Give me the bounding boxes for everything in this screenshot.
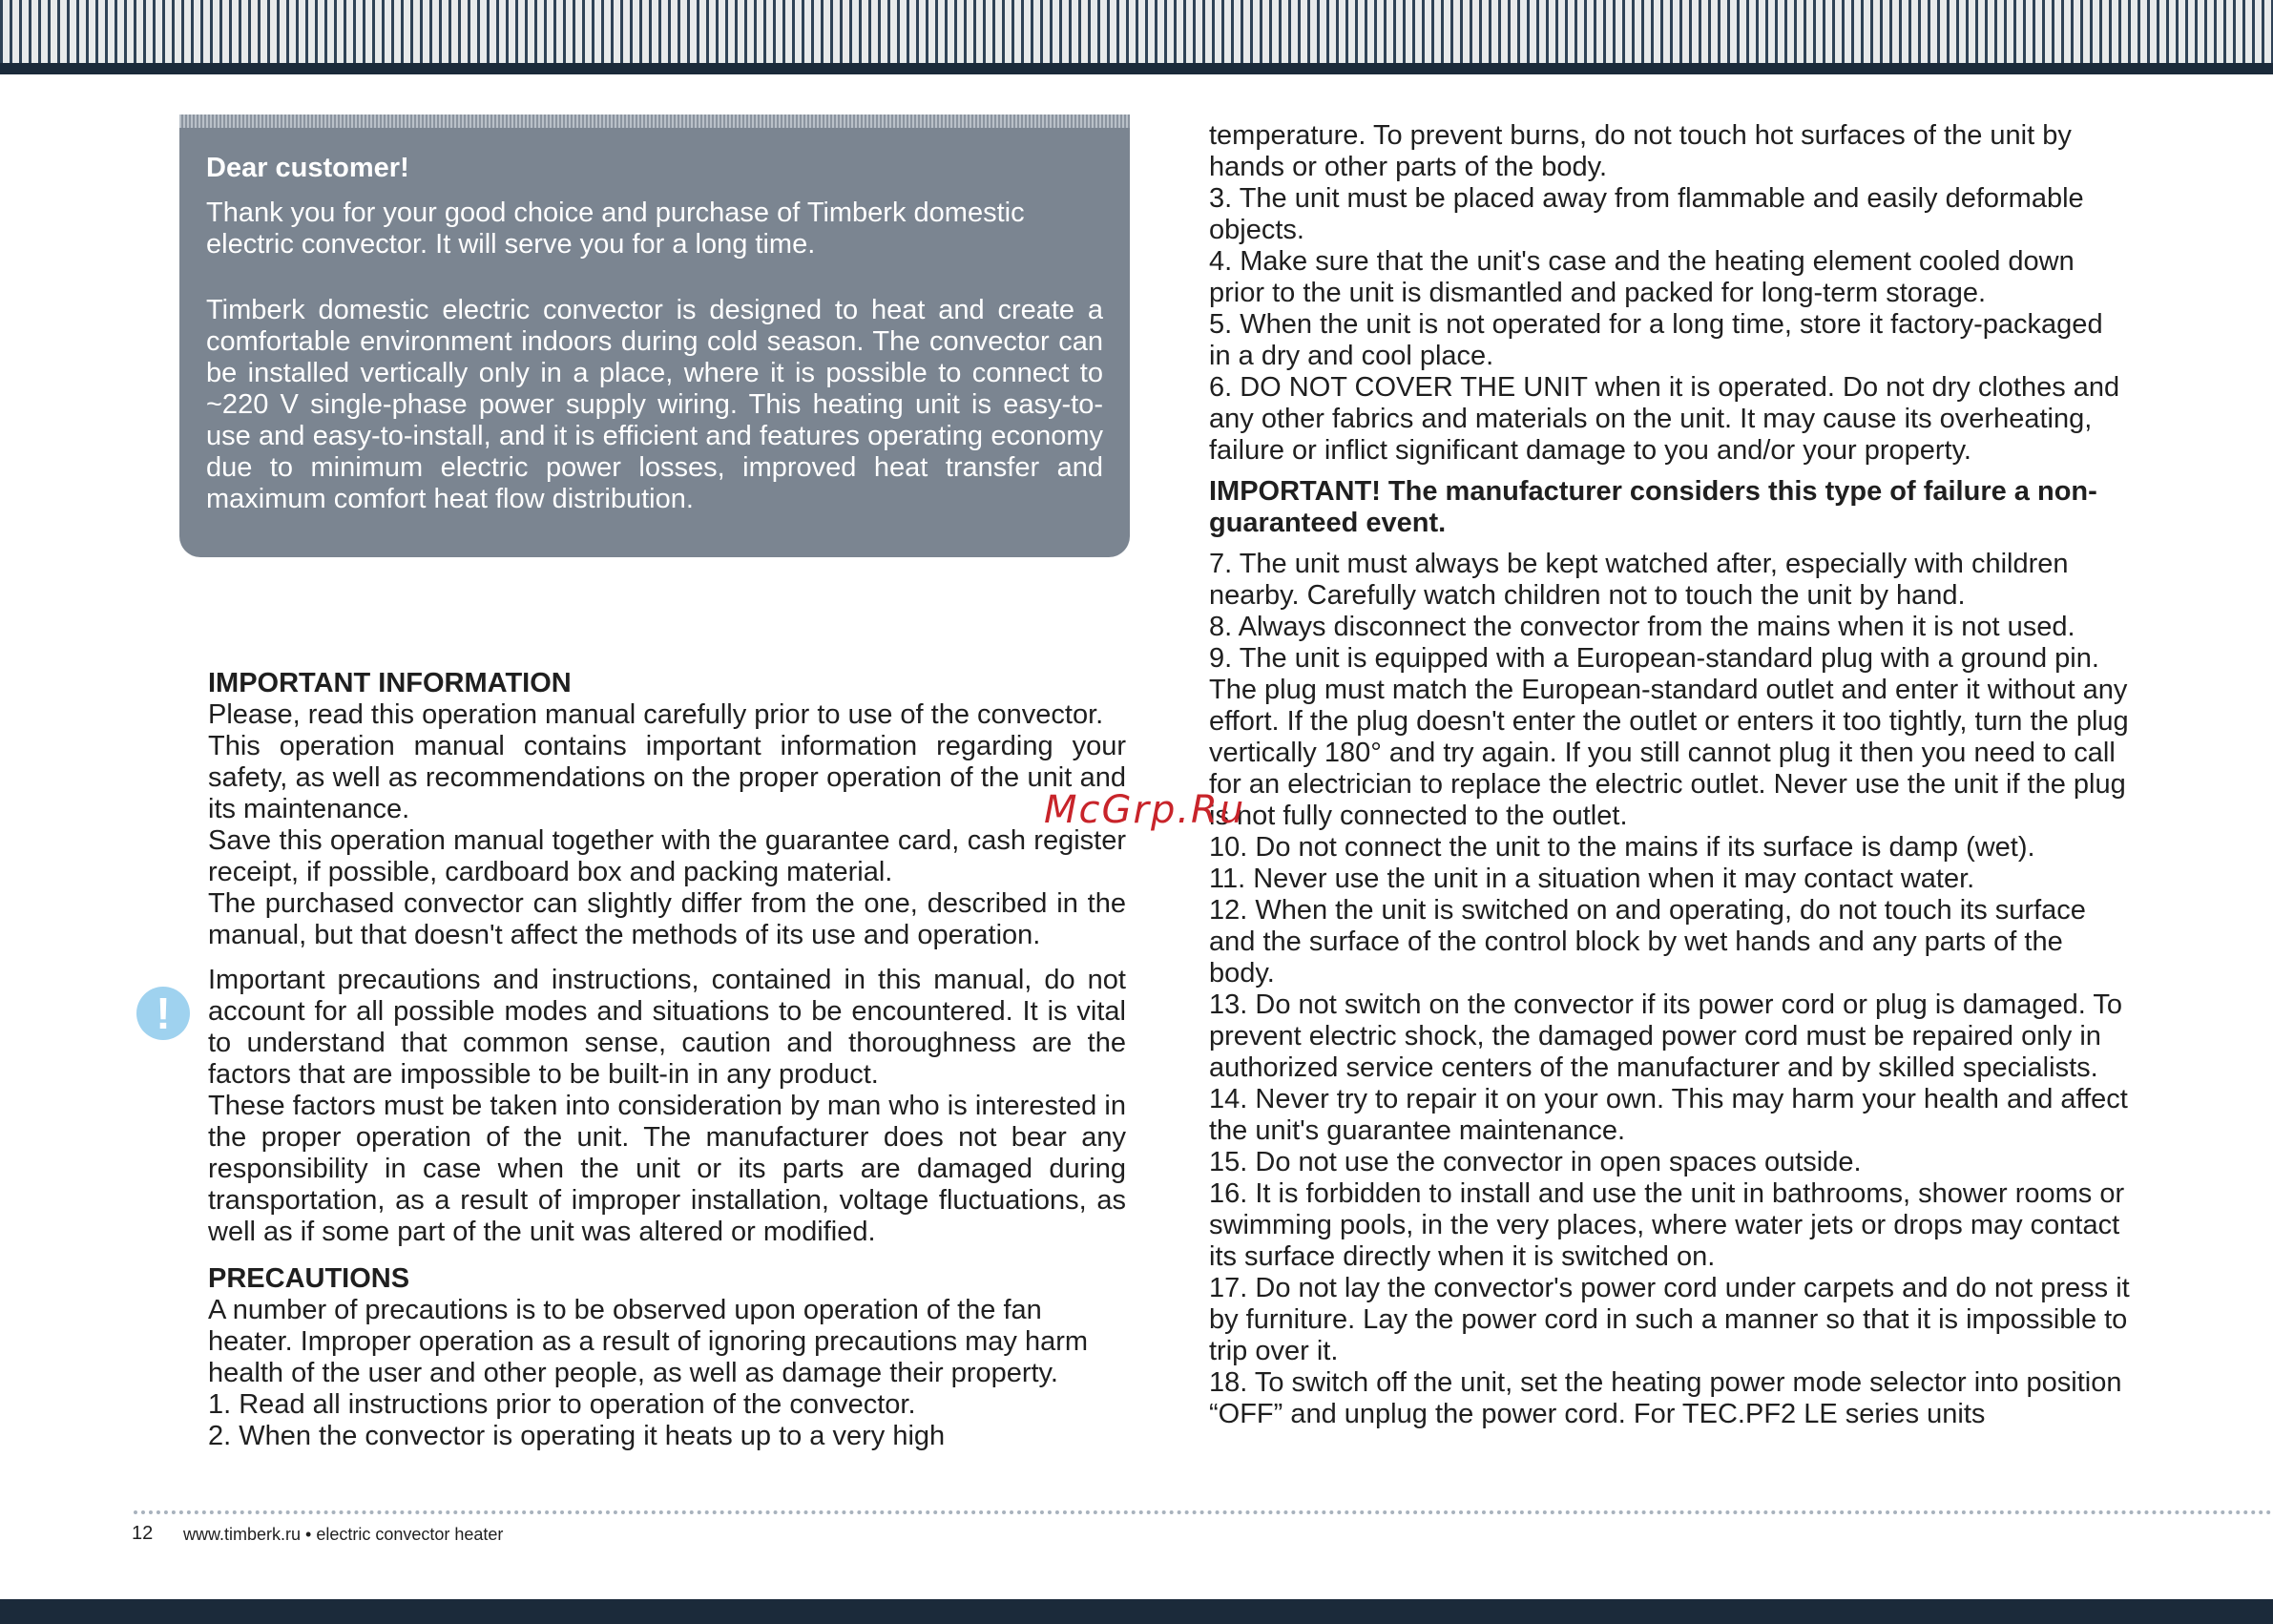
precaution-item: 16. It is forbidden to install and use the unit in bathrooms, shower rooms or swimming pools, in the very places, where water jets or drops may contact its surface directly when it is switched on. <box>1209 1178 2125 1272</box>
top-header-bar <box>0 0 2273 74</box>
precaution-item: 9. The unit is equipped with a European-standard plug with a ground pin. The plug must match the European-standard outlet and enter it without any effort. If the plug doesn't enter the outlet or enters it too tightly, turn the plug vertically 180° and try again. If you still cannot plug it then you need to call for an electrician to replace the electric outlet. Never use the unit if the plug is not fully connected to the outlet. <box>1209 643 2129 831</box>
precautions-heading: PRECAUTIONS <box>208 1263 410 1294</box>
header-stripes <box>0 0 2273 63</box>
precaution-item: 17. Do not lay the convector's power cord under carpets and do not press it by furniture. Lay the power cord in such a manner so that it is impossible to trip over it. <box>1209 1273 2130 1366</box>
precaution-item: 15. Do not use the convector in open spaces outside. <box>1209 1147 1862 1177</box>
precaution-item: 3. The unit must be placed away from flammable and easily deformable objects. <box>1209 183 2084 245</box>
important-note: IMPORTANT! The manufacturer considers this type of failure a non-guaranteed event. <box>1209 476 2097 538</box>
info-paragraph: Please, read this operation manual carefully prior to use of the convector. <box>208 699 1104 730</box>
bottom-bar <box>0 1599 2273 1624</box>
precaution-item: 5. When the unit is not operated for a long time, store it factory-packaged in a dry and cool place. <box>1209 309 2103 371</box>
precaution-item: 1. Read all instructions prior to operation of the convector. <box>208 1389 916 1420</box>
info-paragraph: Save this operation manual together with the guarantee card, cash register receipt, if possible, cardboard box and packing material. <box>208 825 1126 887</box>
precaution-item: 2. When the convector is operating it heats up to a very high <box>208 1421 946 1451</box>
exclamation-icon: ! <box>136 987 190 1040</box>
precaution-item: 8. Always disconnect the convector from the mains when it is not used. <box>1209 612 2075 642</box>
precaution-item: 7. The unit must always be kept watched after, especially with children nearby. Carefully watch children not to touch the unit by hand. <box>1209 549 2069 611</box>
precaution-item: 10. Do not connect the unit to the mains if its surface is damp (wet). <box>1209 832 2035 863</box>
box-comb-decoration <box>179 115 1130 128</box>
precaution-item: temperature. To prevent burns, do not touch hot surfaces of the unit by hands or other parts of the body. <box>1209 120 2072 182</box>
dear-customer-title: Dear customer! <box>206 153 409 183</box>
footer-divider <box>134 1510 2273 1514</box>
precaution-item: 11. Never use the unit in a situation when it may contact water. <box>1209 864 1975 894</box>
warning-paragraph: Important precautions and instructions, contained in this manual, do not account for all possible modes and situations to be encountered. It is vital to understand that common sense, caution and thoroughness are the factors that are impossible to be built-in in any product. <box>208 965 1126 1090</box>
watermark: McGrp.Ru <box>1044 788 1246 832</box>
footer-site-link: www.timberk.ru • electric convector heater <box>183 1525 504 1544</box>
important-information-heading: IMPORTANT INFORMATION <box>208 668 572 698</box>
info-paragraph: This operation manual contains important information regarding your safety, as well as recommendations on the proper operation of the unit and its maintenance. <box>208 731 1126 824</box>
precaution-item: 6. DO NOT COVER THE UNIT when it is operated. Do not dry clothes and any other fabrics and materials on the unit. It may cause its overheating, failure or inflict significant damage to you and/or your property. <box>1209 372 2120 466</box>
precaution-item: 18. To switch off the unit, set the heating power mode selector into position “OFF” and unplug the power cord. For TEC.PF2 LE series units <box>1209 1367 2122 1429</box>
info-paragraph: The purchased convector can slightly differ from the one, described in the manual, but that doesn't affect the methods of its use and operation. <box>208 888 1126 950</box>
dear-customer-box <box>179 115 1130 557</box>
precaution-item: 14. Never try to repair it on your own. This may harm your health and affect the unit's guarantee maintenance. <box>1209 1084 2128 1146</box>
page-number: 12 <box>132 1523 154 1544</box>
warning-paragraph: These factors must be taken into consideration by man who is interested in the proper operation of the unit. The manufacturer does not bear any responsibility in case when the unit or its parts are damaged during transportation, as a result of improper installation, voltage fluctuations, as well as if some part of the unit was altered or modified. <box>208 1091 1126 1247</box>
precaution-item: 4. Make sure that the unit's case and the heating element cooled down prior to the unit is dismantled and packed for long-term storage. <box>1209 246 2075 308</box>
precautions-intro: A number of precautions is to be observed upon operation of the fan heater. Improper operation as a result of ignoring precautions may harm health of the user and other people, as well as damage their property. <box>208 1295 1089 1388</box>
notice-paragraph-1: Thank you for your good choice and purchase of Timberk domestic electric convector. It will serve you for a long time. <box>206 198 1025 260</box>
precaution-item: 13. Do not switch on the convector if its power cord or plug is damaged. To prevent electric shock, the damaged power cord must be repaired only in authorized service centers of the manufacturer and by skilled specialists. <box>1209 989 2122 1083</box>
right-column <box>1209 120 2130 1430</box>
notice-paragraph-2: Timberk domestic electric convector is designed to heat and create a comfortable environment indoors during cold season. The convector can be installed vertically only in a place, where it is possible to connect to ~220 V single-phase power supply wiring. This heating unit is easy-to-use and easy-to-install, and it is efficient and features operating economy due to minimum electric power losses, improved heat transfer and maximum comfort heat flow distribution. <box>206 295 1103 514</box>
left-column <box>208 668 1126 1452</box>
precaution-item: 12. When the unit is switched on and operating, do not touch its surface and the surface of the control block by wet hands and any parts of the body. <box>1209 895 2086 989</box>
